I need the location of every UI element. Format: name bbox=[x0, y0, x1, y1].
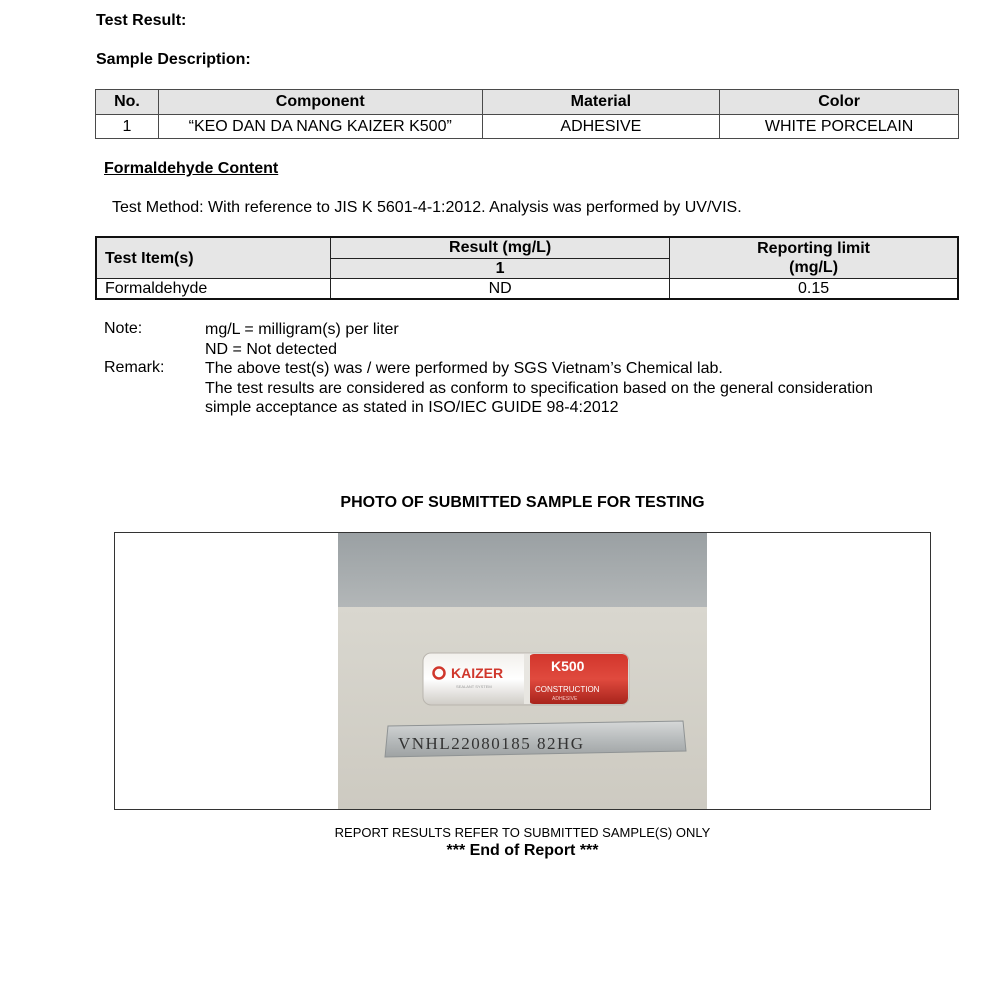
test-method-text: Test Method: With reference to JIS K 5601-4-1:2012. Analysis was performed by UV/VIS. bbox=[112, 199, 742, 216]
remark-line: The above test(s) was / were performed by SGS Vietnam’s Chemical lab. bbox=[205, 360, 723, 377]
tube-product-type-2: ADHESIVE bbox=[552, 696, 578, 702]
photo-frame bbox=[114, 532, 931, 810]
col-header-test-item: Test Item(s) bbox=[96, 237, 331, 279]
remark-text bbox=[205, 359, 873, 418]
background-wall bbox=[338, 533, 707, 611]
note-text bbox=[205, 320, 399, 359]
tube-brand: KAIZER bbox=[451, 665, 504, 681]
sample-photo-image bbox=[338, 533, 707, 809]
sample-label-strip bbox=[385, 721, 686, 757]
note-line: ND = Not detected bbox=[205, 340, 338, 358]
col-header-material: Material bbox=[482, 90, 720, 115]
note-label: Note: bbox=[104, 320, 143, 337]
formaldehyde-section-title: Formaldehyde Content bbox=[104, 160, 279, 177]
cell-reporting-limit: 0.15 bbox=[670, 279, 958, 300]
tube-brand-tagline: SEALANT SYSTEM bbox=[456, 684, 492, 689]
photo-title: PHOTO OF SUBMITTED SAMPLE FOR TESTING bbox=[340, 494, 705, 511]
table-row bbox=[96, 115, 959, 139]
cell-no: 1 bbox=[96, 115, 159, 139]
sample-description-heading: Sample Description: bbox=[96, 51, 251, 68]
col-header-color: Color bbox=[720, 90, 959, 115]
report-disclaimer: REPORT RESULTS REFER TO SUBMITTED SAMPLE(S) ONLY bbox=[334, 825, 711, 840]
tube-product-type: CONSTRUCTION bbox=[535, 685, 600, 694]
note-line: mg/L = milligram(s) per liter bbox=[205, 321, 399, 338]
cell-component: “KEO DAN DA NANG KAIZER K500” bbox=[158, 115, 482, 139]
end-of-report: *** End of Report *** bbox=[446, 842, 599, 859]
tube-product-code: K500 bbox=[551, 658, 585, 674]
col-header-reporting-limit bbox=[670, 237, 958, 279]
table-header-row bbox=[96, 90, 959, 115]
table-row bbox=[96, 279, 958, 300]
col-header-component: Component bbox=[158, 90, 482, 115]
sample-description-table bbox=[95, 89, 959, 139]
reporting-limit-label: Reporting limit bbox=[757, 240, 871, 257]
remark-label: Remark: bbox=[104, 359, 165, 376]
cell-material: ADHESIVE bbox=[482, 115, 720, 139]
remark-line: The test results are considered as conform to specification based on the general consideration bbox=[205, 379, 873, 397]
sample-label-code: VNHL22080185 82HG bbox=[398, 734, 585, 753]
remark-line: simple acceptance as stated in ISO/IEC GUIDE 98-4:2012 bbox=[205, 399, 619, 416]
sample-photo bbox=[338, 533, 707, 809]
col-header-result: Result (mg/L) bbox=[331, 237, 670, 258]
cell-result: ND bbox=[331, 279, 670, 300]
test-result-heading: Test Result: bbox=[96, 12, 187, 29]
adhesive-tube bbox=[423, 653, 629, 705]
cell-color: WHITE PORCELAIN bbox=[720, 115, 959, 139]
background-table bbox=[338, 607, 707, 809]
cell-test-item: Formaldehyde bbox=[96, 279, 331, 300]
col-header-result-sample: 1 bbox=[331, 258, 670, 279]
col-header-no: No. bbox=[96, 90, 159, 115]
reporting-limit-unit: (mg/L) bbox=[789, 259, 839, 276]
formaldehyde-result-table bbox=[95, 236, 959, 300]
